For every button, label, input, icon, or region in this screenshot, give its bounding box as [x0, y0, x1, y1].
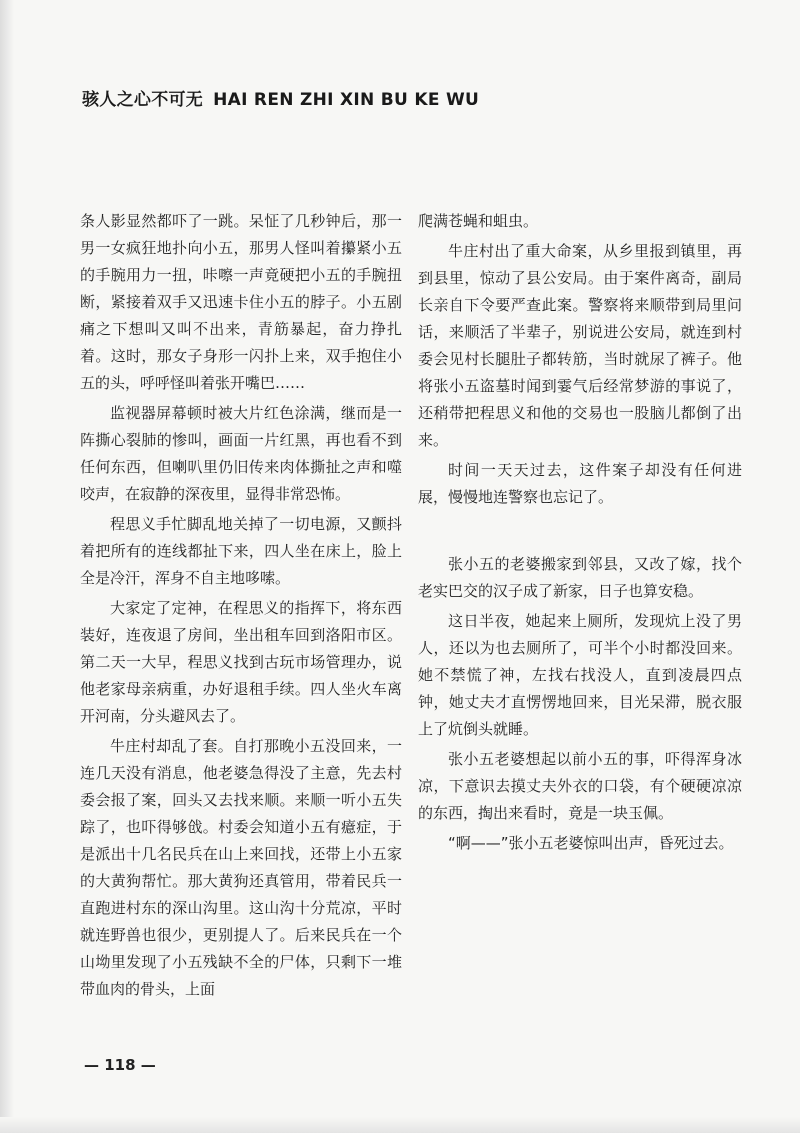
paragraph: 大家定了定神，在程思义的指挥下，将东西装好，连夜退了房间，坐出租车回到洛阳市区。第二天一大早，程思义找到古玩市场管理办，说他老家母亲病重，办好退租手续。四人坐火车离开河南，分头避风去了。 [80, 599, 402, 725]
paragraph: “啊——”张小五老婆惊叫出声，昏死过去。 [448, 834, 734, 852]
paragraph: 这日半夜，她起来上厕所，发现炕上没了男人，还以为也去厕所了，可半个小时都没回来。她不禁慌了神，左找右找没人，直到凌晨四点钟，她丈夫才直愣愣地回来，目光呆滞，脱衣服上了炕倒头就睡。 [418, 612, 742, 738]
left-text-column [80, 208, 402, 1003]
paragraph: 程思义手忙脚乱地关掉了一切电源，又颤抖着把所有的连线都扯下来，四人坐在床上，脸上全是冷汗，浑身不自主地哆嗦。 [80, 515, 402, 587]
page-number: — 118 — [84, 1056, 156, 1074]
paragraph: 爬满苍蝇和蛆虫。 [418, 212, 539, 230]
header-title-pinyin: HAI REN ZHI XIN BU KE WU [213, 90, 480, 110]
right-text-column [418, 208, 742, 857]
paragraph: 牛庄村却乱了套。自打那晚小五没回来，一连几天没有消息，他老婆急得没了主意，先去村委会报了案，回头又去找来顺。来顺一听小五失踪了，也吓得够戗。村委会知道小五有癔症，于是派出十几名民兵在山上来回找，还带上小五家的大黄狗帮忙。那大黄狗还真管用，带着民兵一直跑进村东的深山沟里。这山沟十分荒凉，平时就连野兽也很少，更别提人了。后来民兵在一个山坳里发现了小五残缺不全的尸体，只剩下一堆带血肉的骨头，上面 [80, 737, 402, 998]
page-bottom-edge [0, 1117, 800, 1133]
paragraph: 牛庄村出了重大命案，从乡里报到镇里，再到县里，惊动了县公安局。由于案件离奇，副局长亲自下令要严查此案。警察将来顺带到局里问话，来顺活了半辈子，别说进公安局，就连到村委会见村长腿肚子都转筋，当时就尿了裤子。他将张小五盗墓时闻到霎气后经常梦游的事说了，还稍带把程思义和他的交易也一股脑儿都倒了出来。 [418, 242, 742, 449]
paragraph: 监视器屏幕顿时被大片红色涂满，继而是一阵撕心裂肺的惨叫，画面一片红黑，再也看不到任何东西，但喇叭里仍旧传来肉体撕扯之声和噬咬声，在寂静的深夜里，显得非常恐怖。 [80, 404, 402, 503]
paragraph: 张小五的老婆搬家到邻县，又改了嫁，找个老实巴交的汉子成了新家，日子也算安稳。 [418, 555, 742, 600]
paragraph: 条人影显然都吓了一跳。呆怔了几秒钟后，那一男一女疯狂地扑向小五，那男人怪叫着攥紧小五的手腕用力一扭，咔嚓一声竟硬把小五的手腕扭断，紧接着双手又迅速卡住小五的脖子。小五剧痛之下想叫又叫不出来，青筋暴起，奋力挣扎着。这时，那女子身形一闪扑上来，双手抱住小五的头，呼呼怪叫着张开嘴巴…… [80, 212, 402, 392]
paragraph: 张小五老婆想起以前小五的事，吓得浑身冰凉，下意识去摸丈夫外衣的口袋，有个硬硬凉凉的东西，掏出来看时，竟是一块玉佩。 [418, 750, 742, 822]
section-break [418, 511, 742, 551]
page-edge-shadow [0, 0, 14, 1133]
header-title-chinese: 骇人之心不可无 [82, 90, 204, 110]
running-header [82, 85, 479, 110]
paragraph: 时间一天天过去，这件案子却没有任何进展，慢慢地连警察也忘记了。 [418, 461, 742, 506]
